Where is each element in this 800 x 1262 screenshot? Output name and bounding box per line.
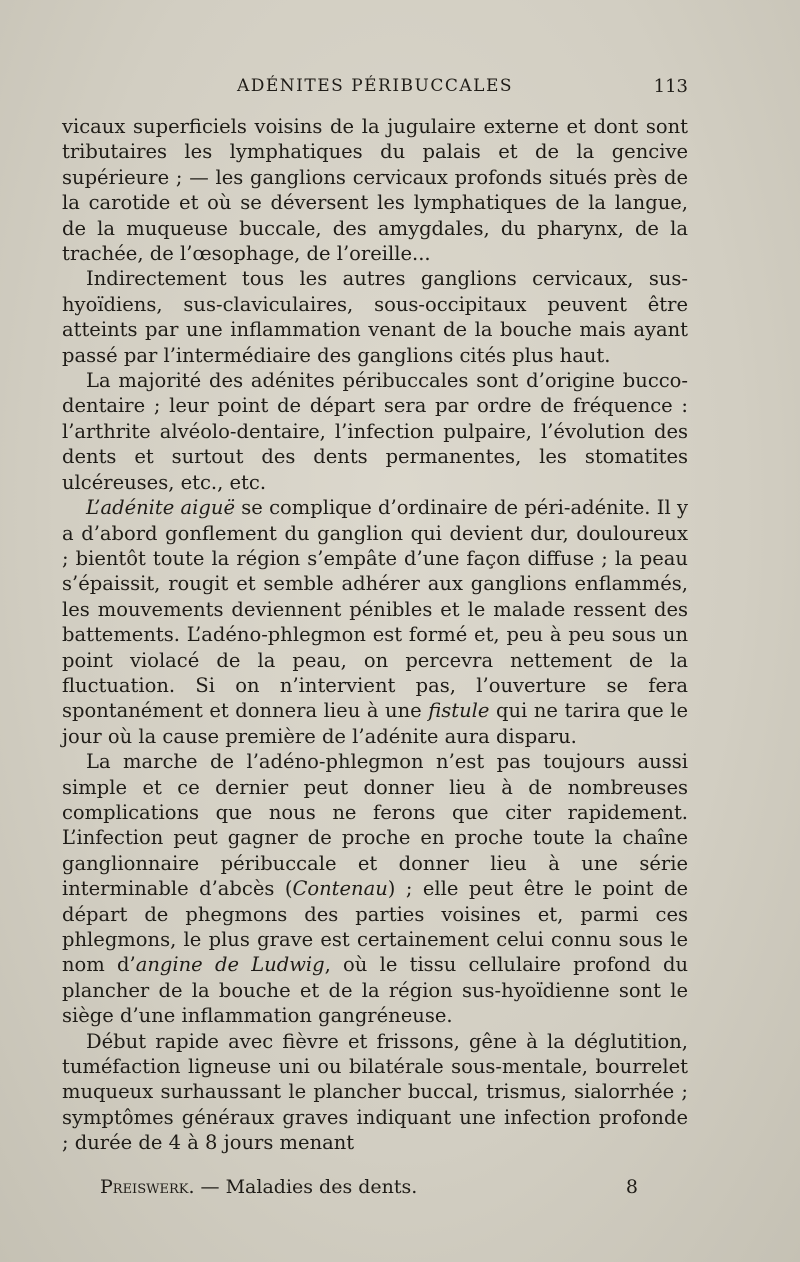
footer	[100, 1176, 638, 1202]
text-run: qui ne tarira que le jour où la cause première de l’adénite aura disparu.	[62, 699, 688, 748]
paragraph	[62, 266, 688, 368]
text-run: La majorité des adénites péribuccales sont d’origine bucco-dentaire ; leur point de départ sera par ordre de fréquence : l’arthrite alvéolo-dentaire, l’infection pulpaire, l’évolution des dents et surtout des dents permanentes, les stomatites ulcéreuses, etc., etc.	[62, 369, 688, 494]
page-number: 113	[653, 76, 688, 97]
italic-term: angine de Ludwig	[135, 953, 325, 977]
text-run: se complique d’ordinaire de péri-adénite. Il y a d’abord gonflement du ganglion qui devient dur, douloureux ; bientôt toute la région s’empâte d’une façon diffuse ; la peau s’épaissit, rougit et semble adhérer aux ganglions enflammés, les mouvements deviennent pénibles et le malade ressent des battements. L’adéno-phlegmon est formé et, peu à peu sous un point violacé de la peau, on percevra nettement de la fluctuation. Si on n’intervient pas, l’ouverture se fera spontanément et donnera lieu à une	[62, 496, 688, 723]
body-text	[62, 114, 688, 1156]
italic-term: fistule	[428, 699, 490, 723]
running-header	[62, 76, 688, 102]
text-run: ) ; elle peut être le point de départ de phegmons des parties voisines et, parmi ces phlegmons, le plus grave est certainement celui connu sous le nom d’	[62, 877, 688, 977]
footer-dash: —	[194, 1176, 226, 1198]
signature-mark: 8	[625, 1176, 638, 1198]
footer-book-title: Maladies des dents.	[225, 1176, 418, 1198]
paragraph	[62, 1029, 688, 1156]
italic-term: Contenau	[292, 877, 388, 901]
paragraph	[62, 114, 688, 266]
running-title: ADÉNITES PÉRIBUCCALES	[236, 76, 514, 96]
paragraph	[62, 368, 688, 495]
paragraph	[62, 495, 688, 749]
text-run: La marche de l’adéno-phlegmon n’est pas toujours aussi simple et ce dernier peut donner lieu à de nombreuses complications que nous ne ferons que citer rapidement. L’infection peut gagner de proche en proche toute la chaîne ganglionnaire péribuccale et donner lieu à une série interminable d’abcès (	[62, 750, 688, 901]
footer-signature	[100, 1176, 417, 1198]
text-run: vicaux superficiels voisins de la jugulaire externe et dont sont tributaires les lymphatiques du palais et de la gencive supérieure ; — les ganglions cervicaux profonds situés près de la carotide et où se déversent les lymphatiques de la langue, de la muqueuse buccale, des amygdales, du pharynx, de la trachée, de l’œsophage, de l’oreille...	[62, 115, 688, 266]
italic-term: L’adénite aiguë	[86, 496, 235, 520]
text-run: Début rapide avec fièvre et frissons, gêne à la déglutition, tuméfaction ligneuse uni ou bilatérale sous-mentale, bourrelet muqueux surhaussant le plancher buccal, trismus, sialorrhée ; symptômes généraux graves indiquant une infection profonde ; durée de 4 à 8 jours menant	[62, 1029, 688, 1155]
paragraph	[62, 749, 688, 1028]
text-run: Indirectement tous les autres ganglions cervicaux, sus-hyoïdiens, sus-claviculaires, sous-occipitaux peuvent être atteints par une inflammation venant de la bouche mais ayant passé par l’intermédiaire des ganglions cités plus haut.	[62, 267, 688, 367]
text-run: , où le tissu cellulaire profond du plancher de la bouche et de la région sus-hyoïdienne sont le siège d’une inflammation gangréneuse.	[62, 953, 689, 1028]
footer-author: Preiswerk.	[100, 1176, 195, 1198]
